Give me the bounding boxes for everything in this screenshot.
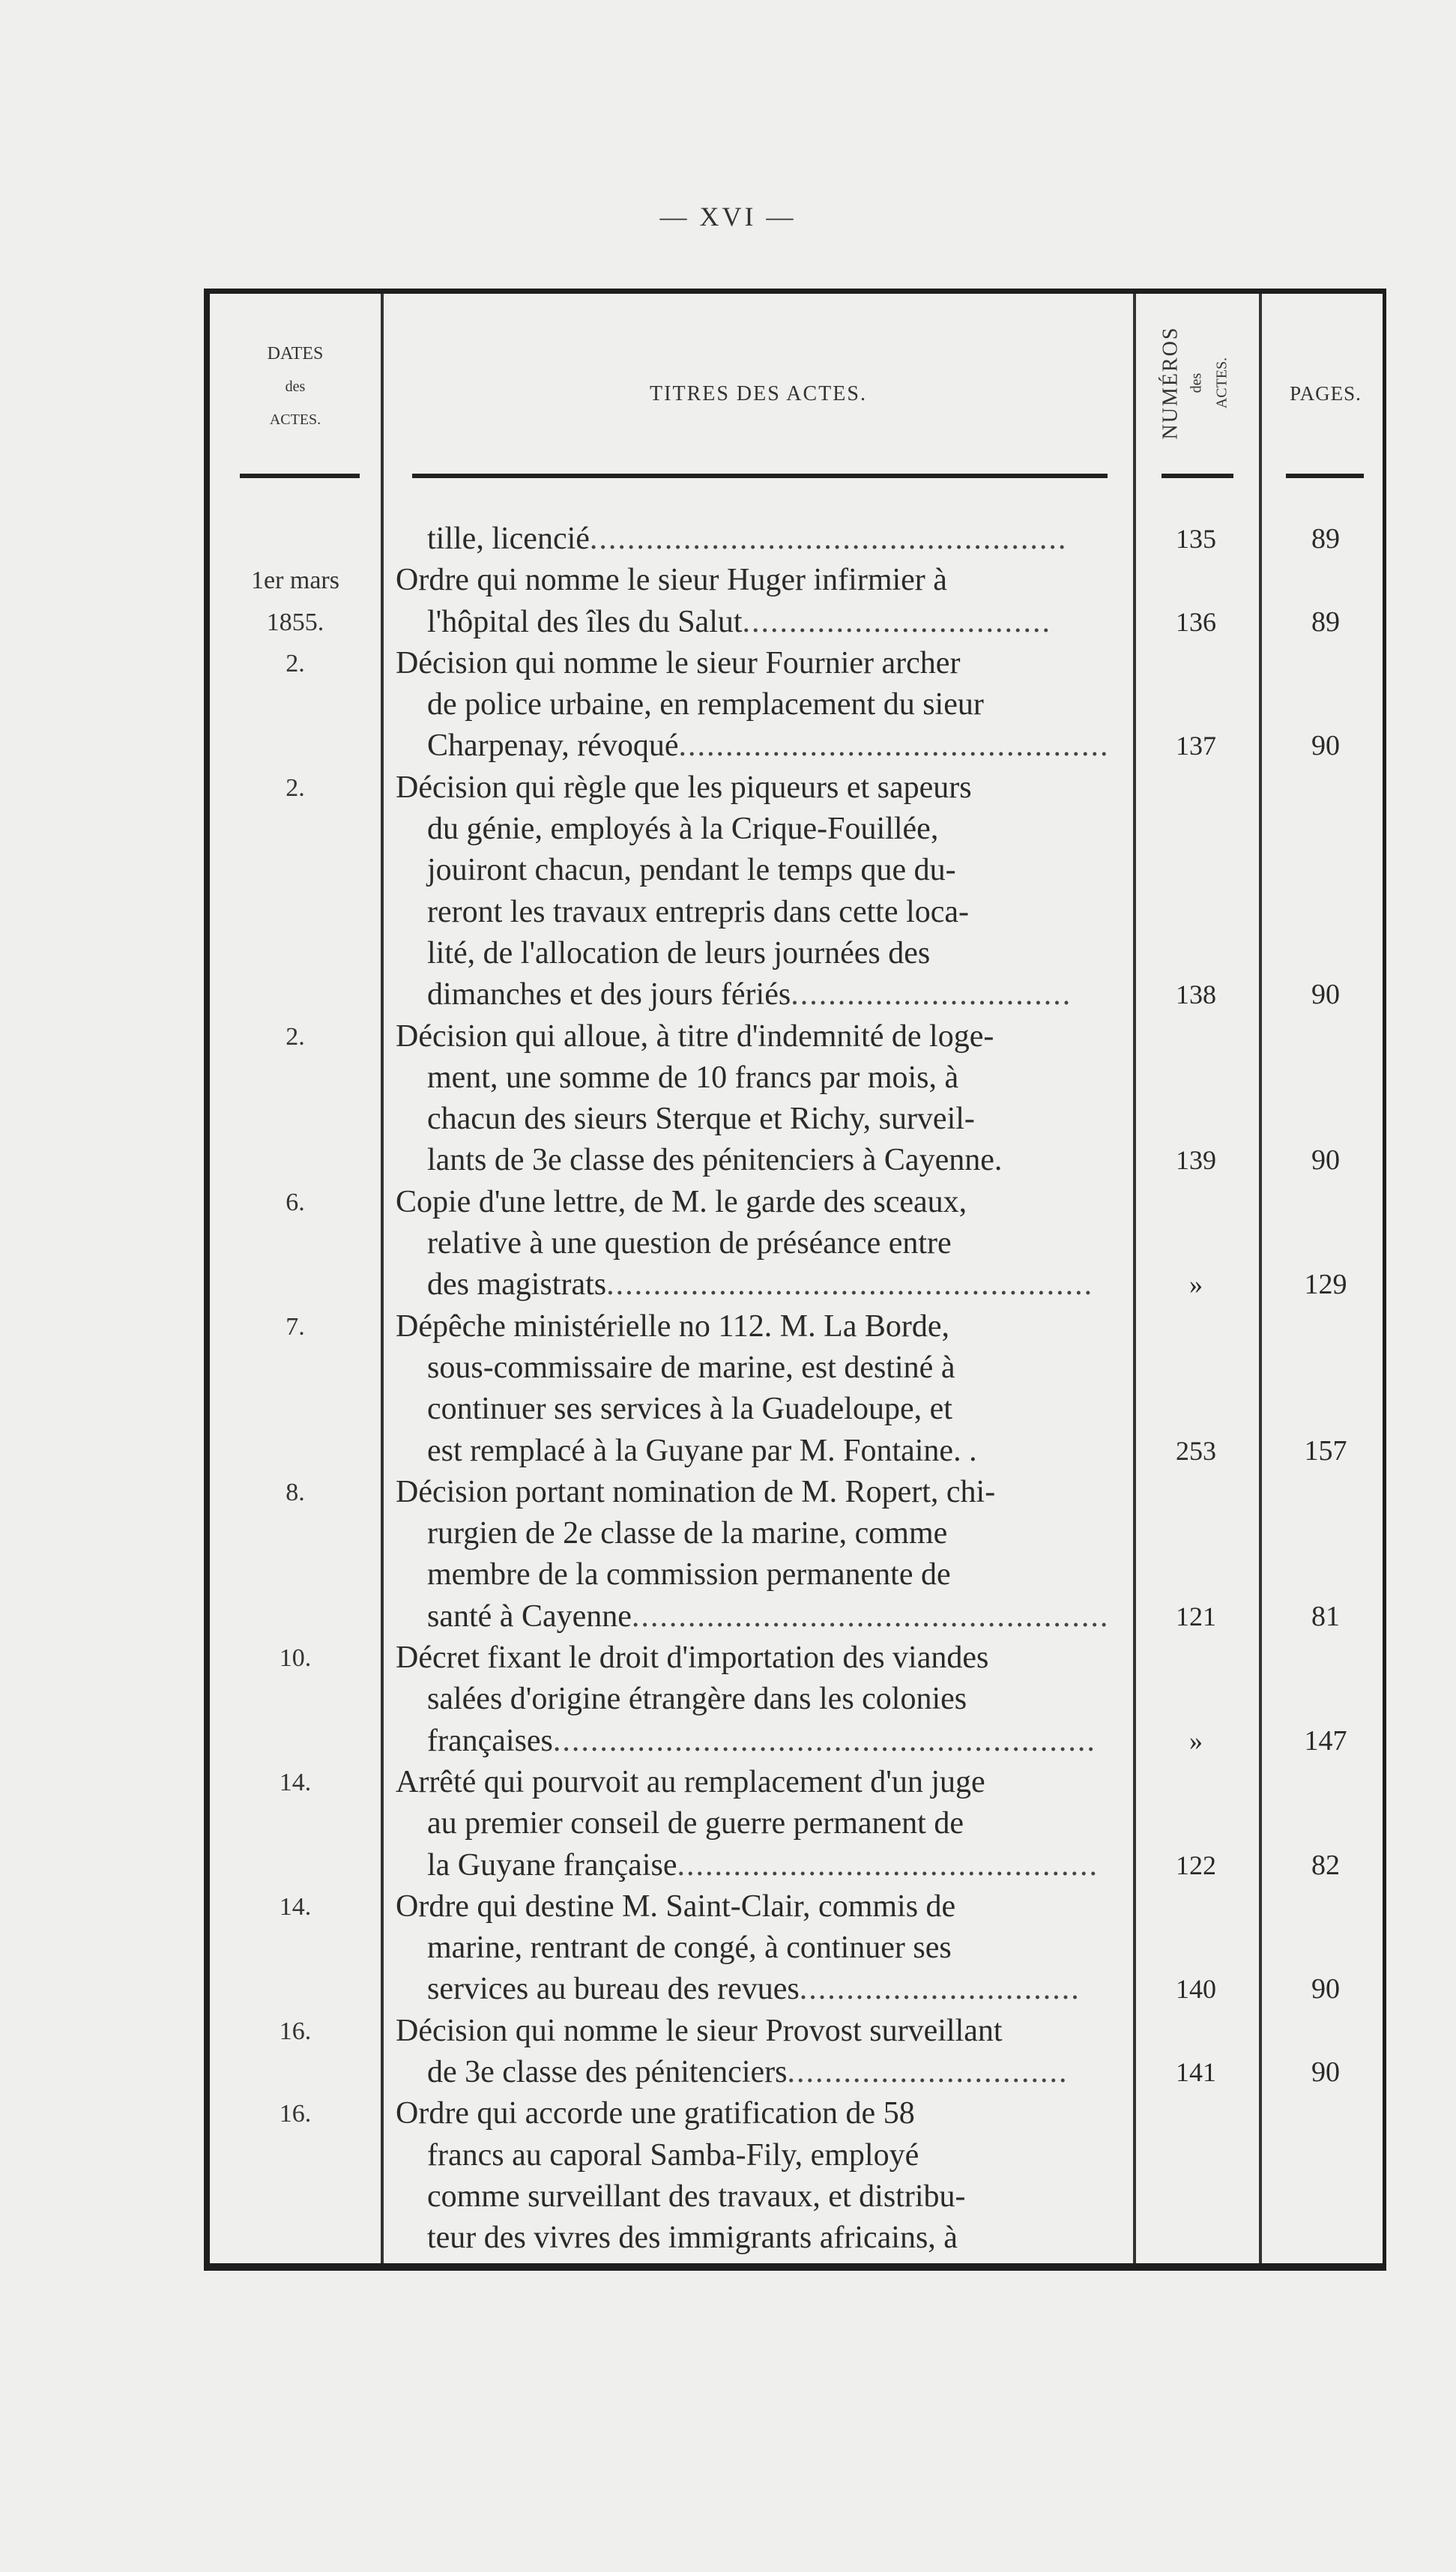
row-line: [210, 684, 1383, 725]
leader-dots: ..............................: [799, 1972, 1081, 2007]
act-page: 147: [1304, 1724, 1347, 1757]
row-line: [210, 725, 1383, 767]
act-date: 10.: [279, 1644, 312, 1673]
act-title-line: rurgien de 2e classe de la marine, comme: [427, 1516, 948, 1551]
act-number: 139: [1176, 1145, 1216, 1176]
act-title-line: de police urbaine, en remplacement du sieur: [427, 687, 984, 722]
header-rule-titres: [412, 474, 1108, 478]
row-line: [210, 809, 1383, 850]
leader-dots: ....................................................: [606, 1267, 1094, 1302]
act-page: 82: [1311, 1849, 1340, 1881]
row-line: [210, 560, 1383, 601]
row-line: [210, 1679, 1383, 1720]
act-date: 14.: [279, 1892, 312, 1921]
leader-dots: .............................................: [677, 1847, 1099, 1883]
act-title-line: reront les travaux entrepris dans cette loca-: [427, 894, 970, 929]
row-line: [210, 2135, 1383, 2176]
act-title-line: Décision qui alloue, à titre d'indemnité de loge-: [396, 1018, 994, 1054]
leader-dots: .................................: [742, 604, 1052, 639]
act-title-line: Décret fixant le droit d'importation des viandes: [396, 1640, 989, 1676]
act-number: »: [1189, 1725, 1203, 1756]
leader-dots: ...................................................: [631, 1599, 1110, 1634]
row-line: [210, 2011, 1383, 2052]
header-titres: TITRES DES ACTES.: [650, 382, 867, 405]
act-title-line: Décision qui règle que les piqueurs et sapeurs: [396, 770, 972, 805]
row-line: [210, 1016, 1383, 1057]
header-numeros-line3: ACTES.: [1212, 357, 1230, 409]
acts-table: [204, 289, 1386, 2271]
row-line: [210, 1762, 1383, 1803]
header-numeros: [1133, 294, 1259, 472]
act-title-line: Décision qui nomme le sieur Provost surveillant: [396, 2013, 1003, 2048]
row-line: [210, 602, 1383, 643]
table-body: [210, 519, 1383, 2259]
act-title-line: continuer ses services à la Guadeloupe, et: [427, 1392, 952, 1427]
act-title-line: chacun des sieurs Sterque et Richy, surveil-: [427, 1102, 975, 1137]
act-page: 157: [1304, 1434, 1347, 1467]
row-line: [210, 1554, 1383, 1596]
table-row: [210, 2093, 1383, 2259]
table-row: [210, 1306, 1383, 1472]
table-row: [210, 767, 1383, 1016]
row-line: [210, 2218, 1383, 2259]
act-title-line: ment, une somme de 10 francs par mois, à: [427, 1060, 959, 1095]
act-date: 16.: [279, 2017, 312, 2045]
act-title-line: santé à Cayenne...................................................: [427, 1599, 1110, 1634]
row-line: [210, 1596, 1383, 1637]
table-row: [210, 1016, 1383, 1182]
act-title-line: Charpenay, révoqué..............................................: [427, 728, 1110, 764]
row-line: [210, 1637, 1383, 1679]
act-title-line: Copie d'une lettre, de M. le garde des sceaux,: [396, 1184, 967, 1219]
leader-dots: ..............................: [787, 2054, 1069, 2089]
row-line: [210, 1306, 1383, 1347]
act-date-year: 1855.: [266, 608, 324, 636]
act-title-line: salées d'origine étrangère dans les colonies: [427, 1682, 967, 1717]
act-title-line: lants de 3e classe des pénitenciers à Cayenne.: [427, 1143, 1003, 1178]
act-title-line: dimanches et des jours fériés..............................: [427, 977, 1072, 1012]
row-line: [210, 1099, 1383, 1140]
act-title-line: Décision portant nomination de M. Ropert, chi-: [396, 1474, 996, 1509]
table-row: [210, 1637, 1383, 1762]
header-dates: [210, 294, 381, 516]
act-title-line: Ordre qui destine M. Saint-Clair, commis de: [396, 1889, 956, 1924]
act-number: 138: [1176, 979, 1216, 1010]
table-row: [210, 1472, 1383, 1637]
table-row: [210, 560, 1383, 643]
act-title-line: lité, de l'allocation de leurs journées des: [427, 935, 931, 970]
row-line: [210, 767, 1383, 809]
act-number: 122: [1176, 1850, 1216, 1880]
row-line: [210, 1140, 1383, 1181]
act-title-line: Ordre qui nomme le sieur Huger infirmier à: [396, 563, 947, 598]
act-title-line: Ordre qui accorde une gratification de 58: [396, 2096, 915, 2131]
act-date: 14.: [279, 1768, 312, 1796]
row-line: [210, 1057, 1383, 1099]
row-line: [210, 933, 1383, 974]
row-line: [210, 1431, 1383, 1472]
act-title-line: l'hôpital des îles du Salut.................................: [427, 604, 1052, 639]
table-row: [210, 2011, 1383, 2094]
act-title-line: relative à une question de préséance entre: [427, 1226, 952, 1261]
row-line: [210, 974, 1383, 1015]
act-page: 90: [1311, 730, 1340, 762]
act-page: 90: [1311, 1144, 1340, 1177]
header-rule-dates: [240, 474, 360, 478]
row-line: [210, 519, 1383, 560]
act-number: 121: [1176, 1601, 1216, 1631]
act-page: 89: [1311, 606, 1340, 638]
header-numeros-line1: NUMÉROS: [1158, 326, 1182, 440]
act-title-line: comme surveillant des travaux, et distribu-: [427, 2179, 966, 2214]
leader-dots: ..............................: [791, 977, 1072, 1012]
row-line: [210, 1886, 1383, 1928]
row-line: [210, 1969, 1383, 2010]
act-page: 81: [1311, 1600, 1340, 1632]
act-page: 129: [1304, 1269, 1347, 1301]
row-line: [210, 1472, 1383, 1513]
act-page: 89: [1311, 523, 1340, 555]
act-date: 16.: [279, 2100, 312, 2128]
table-row: [210, 519, 1383, 560]
row-line: [210, 2052, 1383, 2093]
act-number: 140: [1176, 1974, 1216, 2005]
header-dates-line3: ACTES.: [269, 411, 321, 428]
row-line: [210, 1845, 1383, 1886]
table-row: [210, 1762, 1383, 1886]
act-number: 136: [1176, 606, 1216, 637]
act-page: 90: [1311, 979, 1340, 1011]
act-title-line: la Guyane française.............................................: [427, 1847, 1099, 1883]
act-title-line: de 3e classe des pénitenciers..............................: [427, 2054, 1069, 2089]
leader-dots: ..........................................................: [552, 1723, 1096, 1758]
row-line: [210, 1721, 1383, 1762]
act-date: 7.: [286, 1312, 305, 1341]
act-page: 90: [1311, 1973, 1340, 2005]
act-title-line: services au bureau des revues..............................: [427, 1972, 1081, 2007]
act-title-line: Décision qui nomme le sieur Fournier archer: [396, 645, 961, 680]
act-number: »: [1189, 1270, 1203, 1300]
row-line: [210, 1223, 1383, 1264]
row-line: [210, 1182, 1383, 1223]
act-title-line: marine, rentrant de congé, à continuer ses: [427, 1930, 952, 1966]
act-title-line: jouiront chacun, pendant le temps que du-: [427, 853, 956, 888]
act-title-line: teur des vivres des immigrants africains, à: [427, 2221, 958, 2256]
header-numeros-line2: des: [1187, 372, 1204, 393]
act-title-line: françaises..........................................................: [427, 1723, 1096, 1758]
row-line: [210, 2093, 1383, 2134]
row-line: [210, 1513, 1383, 1554]
act-title-line: francs au caporal Samba-Fily, employé: [427, 2137, 919, 2173]
row-line: [210, 1389, 1383, 1430]
table-row: [210, 643, 1383, 767]
act-date: 1er mars: [250, 567, 339, 595]
act-number: 253: [1176, 1435, 1216, 1466]
page-header: — XVI —: [659, 202, 797, 232]
table-row: [210, 1886, 1383, 2011]
act-title-line: Dépêche ministérielle no 112. M. La Borde,: [396, 1308, 950, 1344]
row-line: [210, 1928, 1383, 1969]
act-number: 137: [1176, 731, 1216, 761]
act-title-line: au premier conseil de guerre permanent de: [427, 1806, 964, 1841]
act-date: 6.: [286, 1188, 305, 1216]
leader-dots: ..............................................: [678, 728, 1110, 764]
header-rule-pages: [1286, 474, 1364, 478]
row-line: [210, 1264, 1383, 1305]
header-dates-line1: DATES: [267, 344, 324, 363]
act-title-line: des magistrats....................................................: [427, 1267, 1094, 1302]
header-pages: PAGES.: [1290, 382, 1362, 405]
leader-dots: ...................................................: [589, 522, 1068, 556]
act-title-line: sous-commissaire de marine, est destiné à: [427, 1350, 955, 1385]
act-date: 2.: [286, 649, 305, 677]
header-dates-line2: des: [285, 378, 306, 395]
act-number: 135: [1176, 524, 1216, 554]
act-page: 90: [1311, 2056, 1340, 2088]
act-date: 2.: [286, 773, 305, 802]
row-line: [210, 2176, 1383, 2218]
act-date: 8.: [286, 1478, 305, 1506]
act-number: 141: [1176, 2056, 1216, 2087]
act-title-line: du génie, employés à la Crique-Fouillée,: [427, 812, 939, 847]
row-line: [210, 643, 1383, 684]
row-line: [210, 1803, 1383, 1844]
table-row: [210, 1182, 1383, 1306]
act-title-line: Arrêté qui pourvoit au remplacement d'un juge: [396, 1764, 985, 1799]
row-line: [210, 850, 1383, 891]
act-date: 2.: [286, 1022, 305, 1051]
act-title-line: est remplacé à la Guyane par M. Fontaine. .: [427, 1433, 977, 1468]
header-rule-numeros: [1162, 474, 1233, 478]
row-line: [210, 892, 1383, 933]
act-title-line: membre de la commission permanente de: [427, 1557, 951, 1593]
act-title-line: tille, licencié...................................................: [427, 522, 1068, 556]
row-line: [210, 1347, 1383, 1389]
